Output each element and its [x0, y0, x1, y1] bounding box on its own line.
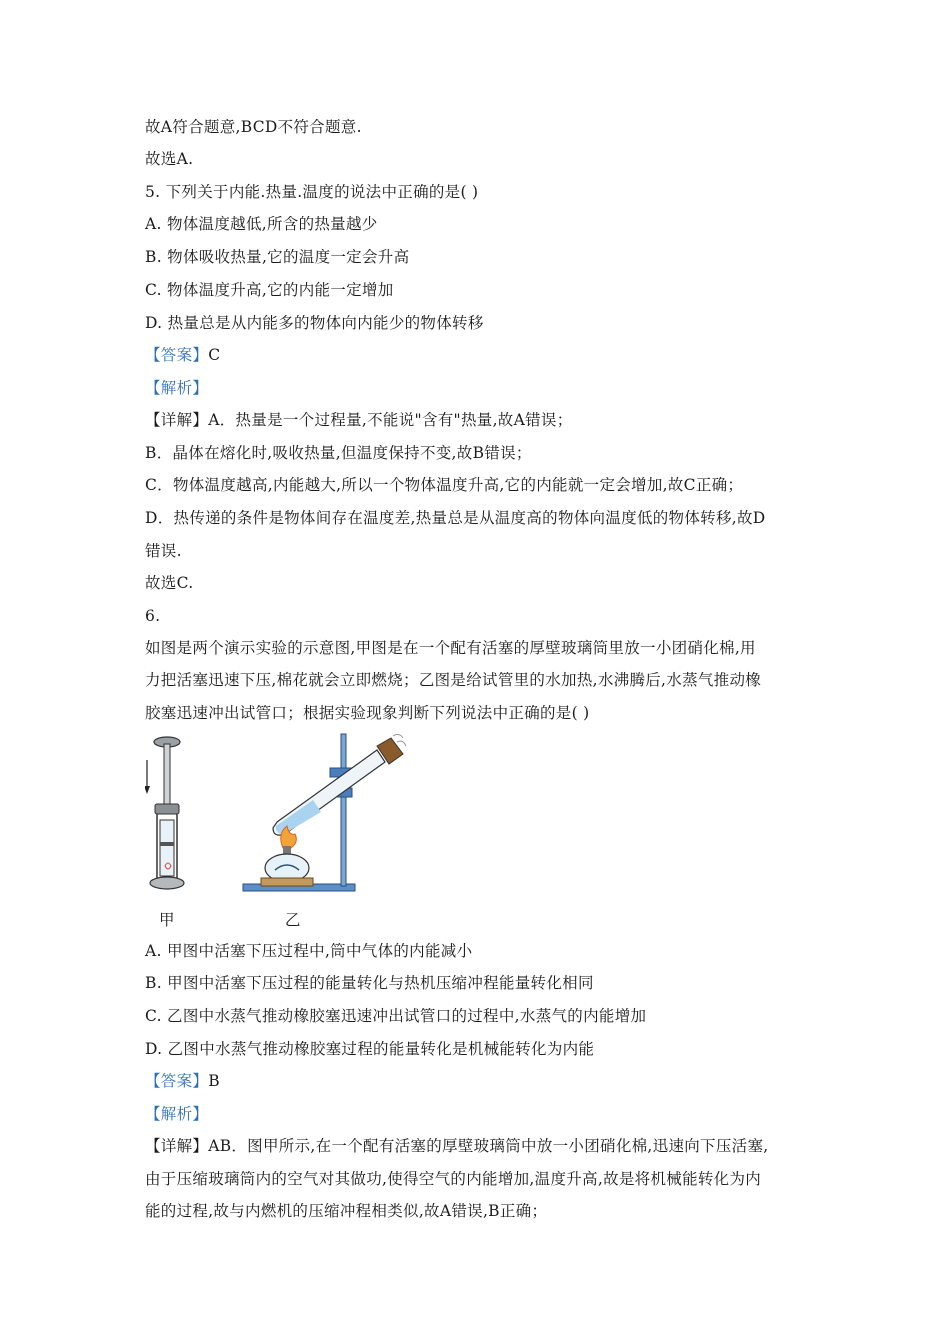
q5-analysis — [145, 377, 208, 399]
detail-text: A．热量是一个过程量,不能说"含有"热量,故A错误； — [208, 411, 573, 429]
q6-number: 6. — [145, 607, 161, 625]
answer-value: B — [208, 1072, 220, 1090]
q5-detail-line: C．物体温度越高,内能越大,所以一个物体温度升高,它的内能就一定会增加,故C正确； — [145, 476, 744, 494]
figures-illustration — [145, 730, 505, 905]
q6-option-d: D. 乙图中水蒸气推动橡胶塞过程的能量转化是机械能转化为内能 — [145, 1040, 595, 1058]
detail-text: AB．图甲所示,在一个配有活塞的厚壁玻璃筒中放一小团硝化棉,迅速向下压活塞, — [208, 1137, 769, 1155]
analysis-tag: 【解析】 — [145, 379, 209, 397]
q5-option-b: B. 物体吸收热量,它的温度一定会升高 — [145, 248, 410, 266]
q5-detail-line: B．晶体在熔化时,吸收热量,但温度保持不变,故B错误； — [145, 444, 532, 462]
q5-conclusion: 故选C. — [145, 574, 194, 592]
detail-tag: 【详解】 — [145, 1137, 209, 1155]
q6-detail-line: 由于压缩玻璃筒内的空气对其做功,使得空气的内能增加,温度升高,故是将机械能转化为内 — [145, 1170, 762, 1188]
q6-answer — [145, 1070, 220, 1092]
q5-detail-line: D．热传递的条件是物体间存在温度差,热量总是从温度高的物体向温度低的物体转移,故D — [145, 509, 766, 527]
q5-detail-line: 错误. — [145, 542, 182, 560]
q6-analysis — [145, 1103, 208, 1125]
experiment-figures — [145, 730, 505, 930]
q5-option-a: A. 物体温度越低,所含的热量越少 — [145, 215, 378, 233]
q6-detail-line: 能的过程,故与内燃机的压缩冲程相类似,故A错误,B正确； — [145, 1202, 548, 1220]
q6-stem-line: 胶塞迅速冲出试管口；根据实验现象判断下列说法中正确的是( ) — [145, 704, 590, 722]
q6-detail-line — [145, 1135, 768, 1157]
q5-detail-line — [145, 409, 573, 431]
prev-conclusion: 故A符合题意,BCD不符合题意. — [145, 118, 362, 136]
q5-option-c: C. 物体温度升高,它的内能一定增加 — [145, 281, 394, 299]
q6-option-b: B. 甲图中活塞下压过程的能量转化与热机压缩冲程能量转化相同 — [145, 974, 594, 992]
figure-label-yi: 乙 — [285, 911, 301, 929]
figure-label-jia: 甲 — [159, 911, 175, 929]
prev-choice: 故选A. — [145, 150, 194, 168]
q6-option-a: A. 甲图中活塞下压过程中,筒中气体的内能减小 — [145, 942, 473, 960]
q5-option-d: D. 热量总是从内能多的物体向内能少的物体转移 — [145, 314, 484, 332]
q6-stem-line: 力把活塞迅速下压,棉花就会立即燃烧；乙图是给试管里的水加热,水沸腾后,水蒸气推动橡 — [145, 671, 762, 689]
q5-answer — [145, 344, 220, 366]
answer-value: C — [208, 346, 221, 364]
detail-tag: 【详解】 — [145, 411, 209, 429]
q5-stem: 5. 下列关于内能.热量.温度的说法中正确的是( ) — [145, 183, 479, 201]
test-tube-heating-icon — [243, 734, 406, 891]
fire-syringe-icon — [145, 737, 184, 889]
answer-tag: 【答案】 — [145, 346, 209, 364]
analysis-tag: 【解析】 — [145, 1105, 209, 1123]
answer-tag: 【答案】 — [145, 1072, 209, 1090]
q6-option-c: C. 乙图中水蒸气推动橡胶塞迅速冲出试管口的过程中,水蒸气的内能增加 — [145, 1007, 647, 1025]
q6-stem-line: 如图是两个演示实验的示意图,甲图是在一个配有活塞的厚壁玻璃筒里放一小团硝化棉,用 — [145, 639, 756, 657]
